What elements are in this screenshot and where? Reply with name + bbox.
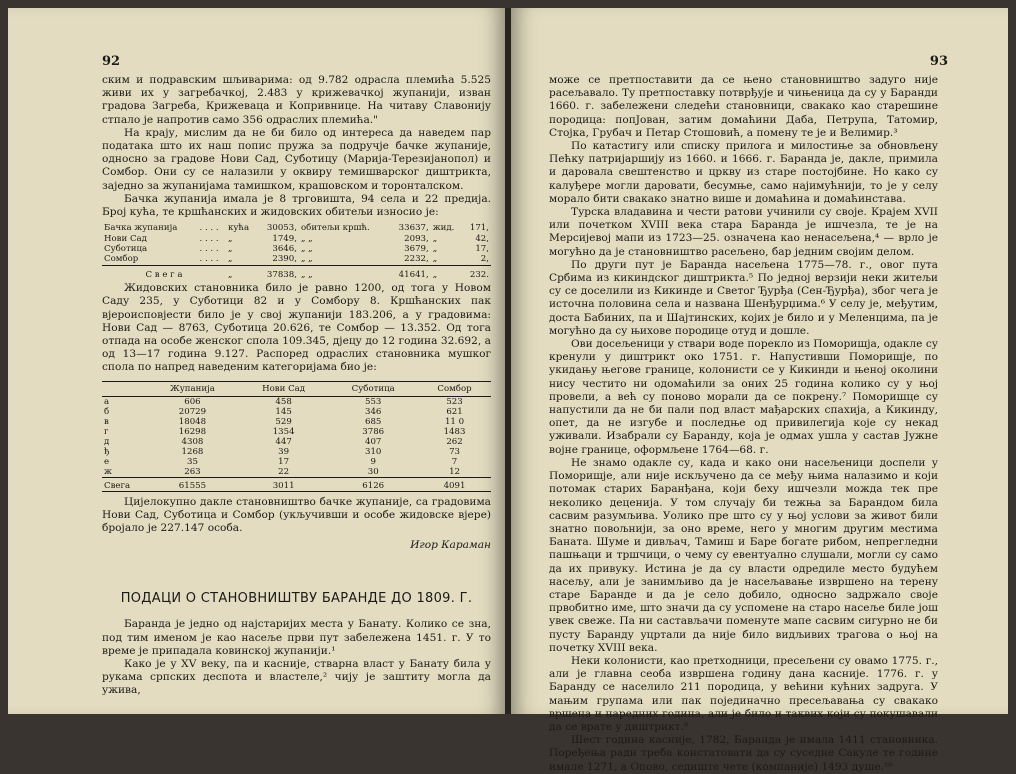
- table-total-row: [102, 477, 491, 491]
- paragraph: Како је у XV веку, па и касније, стварна власт у Банату била у рукама српских деспота и властеле,² чију је заштиту могла да ужива,: [102, 657, 491, 697]
- table-cell: 1268: [181, 446, 204, 457]
- table-cell: „: [228, 254, 233, 265]
- table-row: [102, 234, 491, 244]
- table-cell: 1354: [272, 426, 295, 437]
- table-cell: д: [104, 436, 110, 447]
- column-header: Сомбор: [418, 381, 491, 396]
- paragraph: Баранда је једно од најстаријих места у Банату. Колико се зна, под тим именом је као насеље први пут забележена 1451. г. У то време је припадала ковинској жупанији.¹: [102, 618, 491, 657]
- table-row: [102, 437, 491, 447]
- table-cell: „: [432, 233, 438, 244]
- table-cell: 553: [365, 396, 382, 407]
- page-number-left: 92: [102, 54, 121, 69]
- paragraph: Не знамо одакле су, када и како они насељеници доспели у Поморишје, али није искључено да се међу њима налазимо и који потомак старих Баранђана, који беху ишчезли можда тек пре неколико деценија. У том случају би тежња за Барандом била сасвим разумљива. Уолико пре што су у њој услови за живот били знатно повољнији, за оно време, него у многим другим местима Баната. Шуме и дивљач, Тамиш и Баре богате рибом, непрегледни пашњаци и тршчици, о чему су евентуално слушали, могли су само да их привуку. Истина је да су власти одредиле место будућем насељу, али је занимљиво да је насељавање извршено на терену старе Баранде и да је село добило, односно задржало своје првобитно име, што значи да су успомене на старо насеље биле још увек свеже. Па ни састављачи поменуте мапе сасвим сигурно не би пусту Баранду уцртали да није било видљивих трагова о њој на почетку XVIII века.: [549, 456, 938, 654]
- table-cell: 3679,: [404, 244, 429, 255]
- table-cell: . . . .: [199, 223, 219, 234]
- table-cell: 22: [278, 466, 290, 477]
- table-cell: 263: [184, 466, 201, 477]
- table-cell: а: [104, 396, 110, 407]
- table-cell: 3786: [362, 426, 385, 437]
- paragraph: На крају, мислим да не би било од интереса да наведем пар података што их наш попис пружа за подручје бачке жупаније, односно за градове Нови Сад, Суботицу (Марија-Терезијанопол) и Сомбор. Они су се налазили у оквиру темишварског диштрикта, заједно за жупанијама тамишком, крашовском и торонталском.: [102, 126, 491, 192]
- right-page: [511, 8, 1008, 773]
- table-cell: . . . .: [199, 244, 219, 255]
- paragraph: Жидовских становника било је равно 1200, од тога у Новом Саду 235, у Суботици 82 и у Сомбору 8. Кршћанских пак вјероисповјести било је у свој жупанији 183.206, а у градовима: Нови Сад — 8763, Суботица 20.626, те Сомбор — 13.352. Од тога отпада на особе женског спола 109.345, дјецу до 12 година 32.692, а од 13—17 година 9.127. Распоред одраслих становника мушког спола по напред наведеним категоријама био је:: [102, 282, 491, 374]
- column-header: Жупанија: [146, 381, 239, 396]
- table-cell: 35: [186, 456, 198, 467]
- author-signature: Игор Караман: [410, 539, 491, 552]
- table-row: [102, 396, 491, 407]
- table-cell: 4308: [181, 436, 204, 447]
- table-cell: Бачка жупанија: [104, 223, 178, 234]
- table-cell: 20729: [178, 406, 207, 417]
- table-row: [102, 457, 491, 467]
- table-cell: . . . .: [199, 254, 219, 265]
- table-row: [102, 244, 491, 254]
- distribution-table: [102, 381, 491, 492]
- table-cell: 407: [365, 436, 382, 447]
- paragraph: По катастигу или списку прилога и милостиње за обновљену Пећку патријаршију из 1660. и 1666. г. Баранда је, дакле, примила и даровала свештенство и цркву из старе постојбине. Но како су калуђере могли даровати, бесумње, само најимућнији, то је у селу морало бити свакако знатно више и домаћина и домаћинстава.: [549, 140, 938, 205]
- paragraph: ским и подравским шљиварима: од 9.782 одрасла племића 5.525 живи их у загребачкој, 2.483 у крижевачкој жупанији, изван градова Загреба, Крижеваца и Копривнице. На читаву Славонију стпало је напротив само 356 одраслих племића.": [102, 74, 491, 126]
- table-cell: 145: [275, 406, 292, 417]
- article-heading: ПОДАЦИ О СТАНОВНИШТВУ БАРАНДЕ ДО 1809. Г.: [120, 591, 473, 607]
- table-cell: 2093,: [404, 233, 429, 244]
- table-row: [102, 407, 491, 417]
- table-cell: г: [104, 426, 109, 437]
- table-row: [102, 447, 491, 457]
- table-cell: 17: [278, 456, 290, 467]
- table-cell: 458: [275, 396, 292, 407]
- table-cell: „: [431, 265, 463, 280]
- table-cell: 2,: [480, 254, 489, 265]
- table-row: [102, 427, 491, 437]
- paragraph: Цијелокупно дакле становништво бачке жупаније, са градовима Нови Сад, Суботица и Сомбор (укључивши и особе жидовске вјере) бројало је 227.147 особа.: [102, 495, 491, 535]
- table-cell: кућа: [228, 223, 250, 234]
- table-cell: 232.: [462, 265, 491, 280]
- table-cell: 42,: [475, 233, 489, 244]
- table-cell: „: [432, 254, 438, 265]
- table-row: [102, 417, 491, 427]
- table-cell: „: [228, 233, 233, 244]
- table-cell: 30: [367, 466, 379, 477]
- table-cell: 4091: [418, 477, 491, 491]
- table-cell: обитељи кршћ.: [300, 223, 370, 234]
- table-cell: 30053,: [266, 223, 297, 234]
- table-cell: 685: [365, 416, 382, 427]
- left-page: [8, 8, 505, 714]
- table-cell: 17,: [475, 244, 489, 255]
- table-cell: 606: [184, 396, 201, 407]
- table-cell: С в е г а: [102, 265, 226, 280]
- table-cell: „ „: [300, 233, 313, 244]
- table-cell: „ „: [300, 254, 313, 265]
- table-cell: 6126: [328, 477, 418, 491]
- table-cell: 7: [451, 456, 458, 467]
- table-cell: Сомбор: [104, 254, 139, 265]
- paragraph: Бачка жупанија имала је 8 трговишта, 94 села и 22 предија. Број кућа, те кршћанских и жидовских обитељи износио је:: [102, 192, 491, 219]
- houses-table: [102, 223, 491, 280]
- table-cell: 33637,: [398, 223, 429, 234]
- table-cell: 11 0: [444, 416, 465, 427]
- table-cell: 16298: [178, 426, 207, 437]
- table-cell: ж: [104, 466, 112, 477]
- column-header: Нови Сад: [239, 381, 328, 396]
- table-cell: 447: [275, 436, 292, 447]
- table-row: [102, 223, 491, 233]
- paragraph: По други пут је Баранда насељена 1775—78. г., овог пута Србима из кикиндског диштрикта.⁵ По једној верзији неки житељи су се доселили из Кикинде и Светог Ђурђа (Сен-Ђурђа), због чега је источна половина села и названа Шенђурџима.⁶ У селу је, међутим, доста Бабиних, па и Шајтинских, којих је било и у Меленцима, па је могућно да су њихове породице отуд и дошле.: [549, 258, 938, 337]
- paragraph: Шест година касније, 1782, Баранда је имала 1411 становника. Поређења ради треба констатовати да су суседне Сакуле те године имале 1271, а Опово, седиште чете (компаније) 1493 душе.¹⁰: [549, 734, 938, 773]
- table-cell: ђ: [104, 446, 110, 457]
- table-cell: в: [104, 416, 109, 427]
- table-cell: „: [228, 244, 233, 255]
- table-cell: 1483: [443, 426, 466, 437]
- table-total-row: [102, 265, 491, 280]
- table-row: [102, 467, 491, 478]
- table-cell: 2232,: [404, 254, 429, 265]
- table-cell: 3646,: [272, 244, 297, 255]
- table-cell: „ „: [299, 265, 389, 280]
- column-header: [102, 381, 146, 396]
- table-cell: 61555: [146, 477, 239, 491]
- table-cell: 171,: [469, 223, 489, 234]
- table-cell: 12: [449, 466, 460, 477]
- table-cell: 310: [365, 446, 382, 457]
- table-cell: 3011: [239, 477, 328, 491]
- table-cell: Свега: [102, 477, 146, 491]
- table-cell: 2390,: [272, 254, 297, 265]
- page-number-right: 93: [929, 54, 948, 69]
- table-cell: . . . .: [199, 233, 219, 244]
- table-cell: 9: [370, 456, 376, 467]
- paragraph: може се претпоставити да се њено становништво задуго није расељавало. Ту претпоставку потврђује и чињеница да су у Баранди 1660. г. забележени следећи становници, свакако као старешине породица: попЈован, затим домаћини Даба, Петрупа, Татомир, Стојка, Грубач и Петар Стошовић, а помену те је и Велимир.³: [549, 74, 938, 139]
- table-cell: „ „: [300, 244, 313, 255]
- table-cell: 18048: [178, 416, 207, 427]
- table-cell: 346: [365, 406, 382, 417]
- table-cell: 39: [278, 446, 290, 457]
- table-cell: 529: [275, 416, 292, 427]
- table-header-row: [102, 381, 491, 396]
- table-row: [102, 254, 491, 265]
- table-cell: 1749,: [272, 233, 297, 244]
- table-cell: 37838,: [257, 265, 299, 280]
- table-cell: Суботица: [104, 244, 148, 255]
- table-cell: „: [226, 265, 257, 280]
- column-header: Суботица: [328, 381, 418, 396]
- table-cell: жид.: [432, 223, 455, 234]
- table-cell: 523: [446, 396, 463, 407]
- paragraph: Ови досељеници у ствари воде порекло из Поморишја, одакле су кренули у диштрикт око 1751. г. Напустивши Поморишје, по укидању његове границе, колонисти се у Кикинди и њеној околини нису честито ни одомаћили за оних 25 година колико су у њој провели, а већ су поново морали да се покрену.⁷ Поморишце су напустили да не би пали под власт мађарских спахија, а Кикинду, опет, да не изгубе и последње од привилегија које су некад уживали. Изабрали су Баранду, која је одмах ушла у састав Јужне војне границе, оформљене 1764—68. г.: [549, 338, 938, 456]
- table-cell: е: [104, 456, 110, 467]
- table-cell: б: [104, 406, 110, 417]
- table-cell: 621: [446, 406, 463, 417]
- table-cell: Нови Сад: [104, 233, 147, 244]
- table-cell: 41641,: [389, 265, 431, 280]
- table-cell: 73: [449, 446, 460, 457]
- paragraph: Турска владавина и чести ратови учинили су своје. Крајем XVII или почетком XVIII века стара Баранда је ишчезла, те је на Мерсијевој мапи из 1723—25. означена као ненасељена,⁴ — врло је могућно да је становништво расељено, бар једним својим делом.: [549, 206, 938, 258]
- table-cell: 262: [446, 436, 463, 447]
- table-cell: „: [432, 244, 438, 255]
- paragraph: Неки колонисти, као претходници, пресељени су овамо 1775. г., али је главна сеоба извршена годину дана касније. 1776. г. у Баранду се населило 211 породица, у већини кућних задруга. У мањим групама или пак појединачно пресељавања су свакако вршена и наредних година, али је било и таквих који су покушавали да се врате у диштрикт.⁸: [549, 654, 938, 733]
